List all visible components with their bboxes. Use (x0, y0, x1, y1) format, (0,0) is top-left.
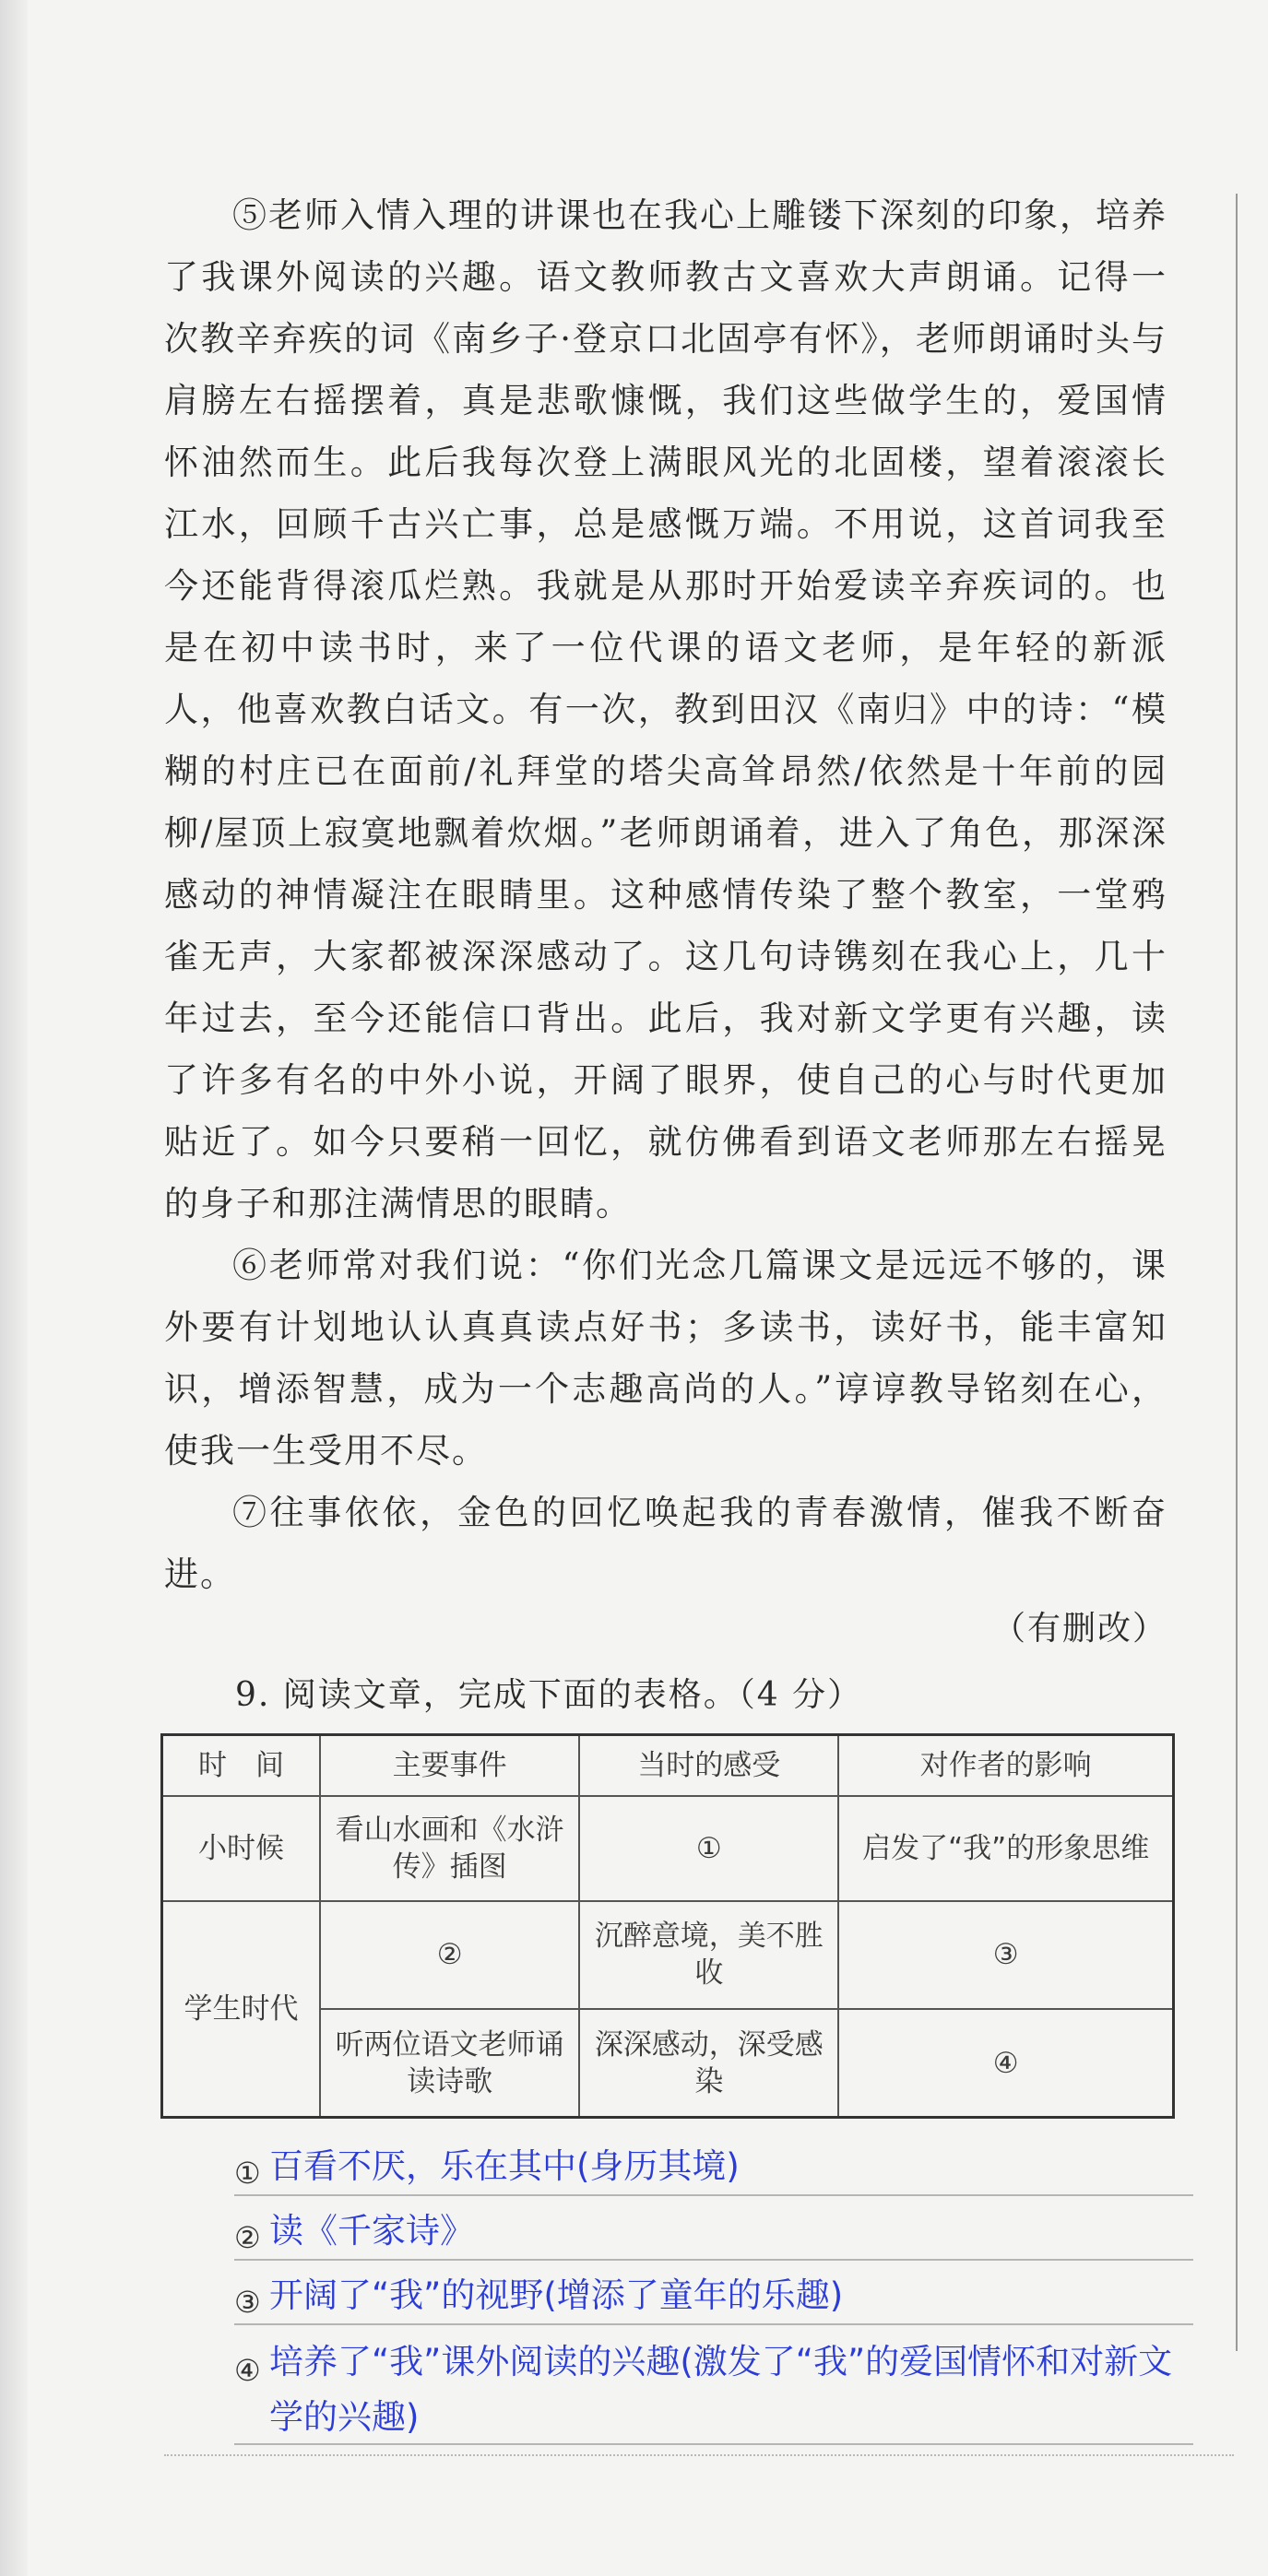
answer-text: 培养了“我”课外阅读的兴趣(激发了“我”的爱国情怀和对新文学的兴趣) (269, 2342, 1173, 2437)
summary-table (160, 1733, 1175, 2119)
source-note: （有删改） (991, 1610, 1167, 1648)
table-row (162, 1796, 1174, 1900)
page-edge-shadow (0, 0, 28, 2576)
answer-number: ① (234, 2156, 261, 2191)
cell-time: 学生时代 (162, 1901, 321, 2118)
cell-feeling: 深深感动，深受感染 (579, 2009, 838, 2117)
answer-line (234, 2261, 1193, 2325)
paragraph-6: ⑥老师常对我们说：“你们光念几篇课文是远远不够的，课外要有计划地认认真真读点好书；多读书，读好书，能丰富知识，增添智慧，成为一个志趣高尚的人。”谆谆教导铭刻在心，使我一生受用不尽。 (164, 1246, 1167, 1471)
answer-line (234, 2325, 1193, 2445)
header-event: 主要事件 (320, 1735, 579, 1797)
right-margin-rule (1236, 194, 1238, 2351)
paragraph-5: ⑤老师入情入理的讲课也在我心上雕镂下深刻的印象，培养了我课外阅读的兴趣。语文教师教古文喜欢大声朗诵。记得一次教辛弃疾的词《南乡子·登京口北固亭有怀》，老师朗诵时头与肩膀左右摇摆着，真是悲歌慷慨，我们这些做学生的，爱国情怀油然而生。此后我每次登上满眼风光的北固楼，望着滚滚长江水，回顾千古兴亡事，总是感慨万端。不用说，这首词我至今还能背得滚瓜烂熟。我就是从那时开始爱读辛弃疾词的。也是在初中读书时，来了一位代课的语文老师，是年轻的新派人，他喜欢教白话文。有一次，教到田汉《南归》中的诗：“模糊的村庄已在面前/礼拜堂的塔尖高耸昂然/依然是十年前的园柳/屋顶上寂寞地飘着炊烟。”老师朗诵着，进入了角色，那深深感动的神情凝注在眼睛里。这种感情传染了整个教室，一堂鸦雀无声，大家都被深深感动了。这几句诗镌刻在我心上，几十年过去，至今还能信口背出。此后，我对新文学更有兴趣，读了许多有名的中外小说，开阔了眼界，使自己的心与时代更加贴近了。如今只要稍一回忆，就仿佛看到语文老师那左右摇晃的身子和那注满情思的眼睛。 (164, 195, 1167, 1223)
answer-line (234, 2196, 1193, 2261)
answer-text: 百看不厌，乐在其中(身历其境) (269, 2146, 740, 2186)
answer-number: ③ (234, 2285, 261, 2320)
header-time: 时 间 (162, 1735, 321, 1797)
paragraph-7: ⑦往事依依，金色的回忆唤起我的青春激情，催我不断奋进。 (164, 1493, 1167, 1594)
question-9: 9. 阅读文章，完成下面的表格。（4 分） (235, 1676, 863, 1714)
cell-time: 小时候 (162, 1796, 321, 1900)
article-body (164, 184, 1167, 1605)
answer-line (234, 2132, 1193, 2196)
answer-list (234, 2132, 1193, 2445)
cell-impact-blank: ④ (838, 2009, 1173, 2117)
cell-impact: 启发了“我”的形象思维 (838, 1796, 1173, 1900)
header-impact: 对作者的影响 (838, 1735, 1173, 1797)
cell-event: 听两位语文老师诵读诗歌 (320, 2009, 579, 2117)
dotted-divider (164, 2454, 1234, 2456)
cell-event: 看山水画和《水浒传》插图 (320, 1796, 579, 1900)
answer-number: ④ (234, 2353, 261, 2388)
cell-feeling: 沉醉意境，美不胜收 (579, 1901, 838, 2009)
answer-text: 读《千家诗》 (269, 2211, 474, 2251)
header-feeling: 当时的感受 (579, 1735, 838, 1797)
table-header-row (162, 1735, 1174, 1797)
cell-feeling-blank: ① (579, 1796, 838, 1900)
answer-number: ② (234, 2220, 261, 2255)
cell-impact-blank: ③ (838, 1901, 1173, 2009)
cell-event-blank: ② (320, 1901, 579, 2009)
table-row (162, 1901, 1174, 2009)
answer-text: 开阔了“我”的视野(增添了童年的乐趣) (269, 2275, 844, 2315)
